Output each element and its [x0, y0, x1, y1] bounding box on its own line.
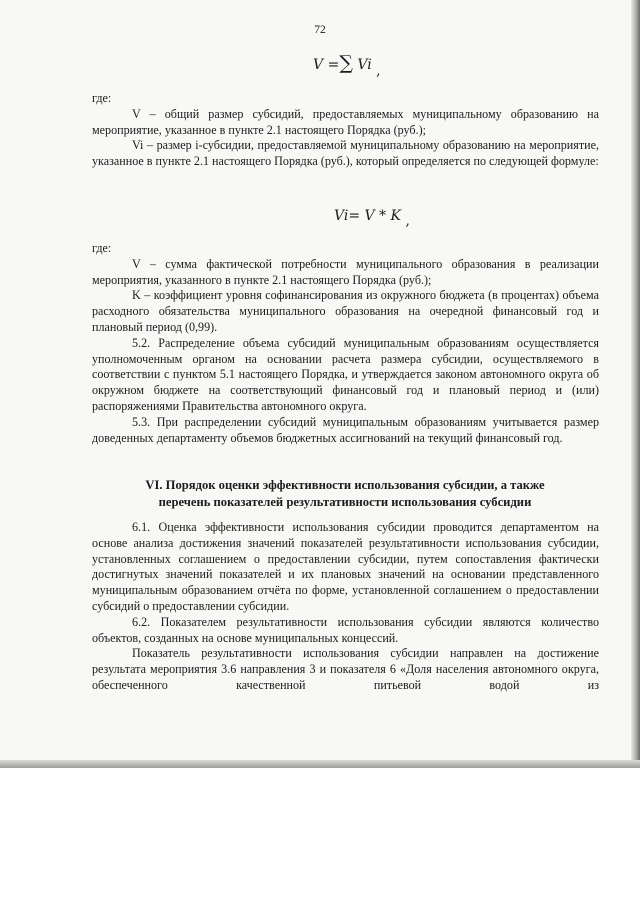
formula-2-text: Vi= V * K — [334, 208, 401, 224]
formula-total-subsidy — [313, 52, 381, 79]
section-heading-line-1: VI. Порядок оценки эффективности использования субсидии, а также — [145, 478, 545, 492]
formula-1-eq: = — [327, 57, 340, 73]
clause-6-1: 6.1. Оценка эффективности использования субсидии проводится департаментом на основе анализа достижения значений показателей результативности использования субсидии, установленных соглашением о предоставлении субсидии, путем сопоставления фактически достигнутых значений показателей и их плановых значений на основании представленного муниципальным образованием отчёта по форме, установленной соглашением о предоставлении субсидий о предоставлении субсидии. — [92, 520, 599, 613]
clause-6-2: 6.2. Показателем результативности использования субсидии являются количество объектов, созданных на основе муниципальных концессий. — [92, 614, 599, 645]
clause-5-3: 5.3. При распределении субсидий муниципальным образованиям учитывается размер доведенных департаменту объемов бюджетных ассигнований на текущий финансовый год. — [92, 414, 599, 445]
formula-2-comma: , — [405, 213, 410, 229]
definitions-block-2 — [92, 241, 599, 446]
definition-v-actual: V – сумма фактической потребности муниципального образования в реализации мероприятия, указанного в пункте 2.1 настоящего Порядка (руб.); — [92, 256, 599, 287]
definition-v-total: V – общий размер субсидий, предоставляемых муниципальному образованию на мероприятие, указанное в пункте 2.1 настоящего Порядка (руб.); — [92, 106, 599, 137]
sigma-symbol: ∑ — [339, 52, 353, 74]
section-heading-line-2: перечень показателей результативности использования субсидии — [158, 495, 532, 509]
section-heading — [100, 477, 590, 511]
definition-vi: Vi – размер i-субсидии, предоставляемой муниципальному образованию на мероприятие, указанное в пункте 2.1 настоящего Порядка (руб.), который определяется по следующей формуле: — [92, 138, 599, 169]
section-6-body — [92, 520, 599, 694]
formula-1-comma: , — [376, 63, 381, 79]
clause-5-2: 5.2. Распределение объема субсидий муниципальным образованиям осуществляется уполномоченным органом на основании расчета размера субсидии, осуществляемого в соответствии с пунктом 5.1 настоящего Порядка, и утверждается законом автономного округа об окружном бюджете на соответствующий финансовый год и плановый период и (или) распоряжениями Правительства автономного округа. — [92, 335, 599, 413]
definition-k: K – коэффициент уровня софинансирования из окружного бюджета (в процентах) объема расходного обязательства муниципального образования на очередной финансовый год и плановый период (0,99). — [92, 288, 599, 334]
page-number: 72 — [314, 24, 326, 36]
formula-vi — [334, 208, 410, 229]
where-label-2: где: — [92, 241, 112, 255]
where-label: где: — [92, 91, 112, 105]
scan-shadow-bottom — [0, 760, 640, 768]
formula-1-lhs: V — [313, 57, 324, 73]
definitions-block-1 — [92, 91, 599, 170]
formula-1-rhs: Vi — [357, 57, 372, 73]
scan-shadow-edge — [631, 0, 640, 768]
result-indicator-paragraph: Показатель результативности использования субсидии направлен на достижение результата мероприятия 3.6 направления 3 и показателя 6 «Доля населения автономного округа, обеспеченного качественной питьевой водой из — [92, 646, 599, 692]
